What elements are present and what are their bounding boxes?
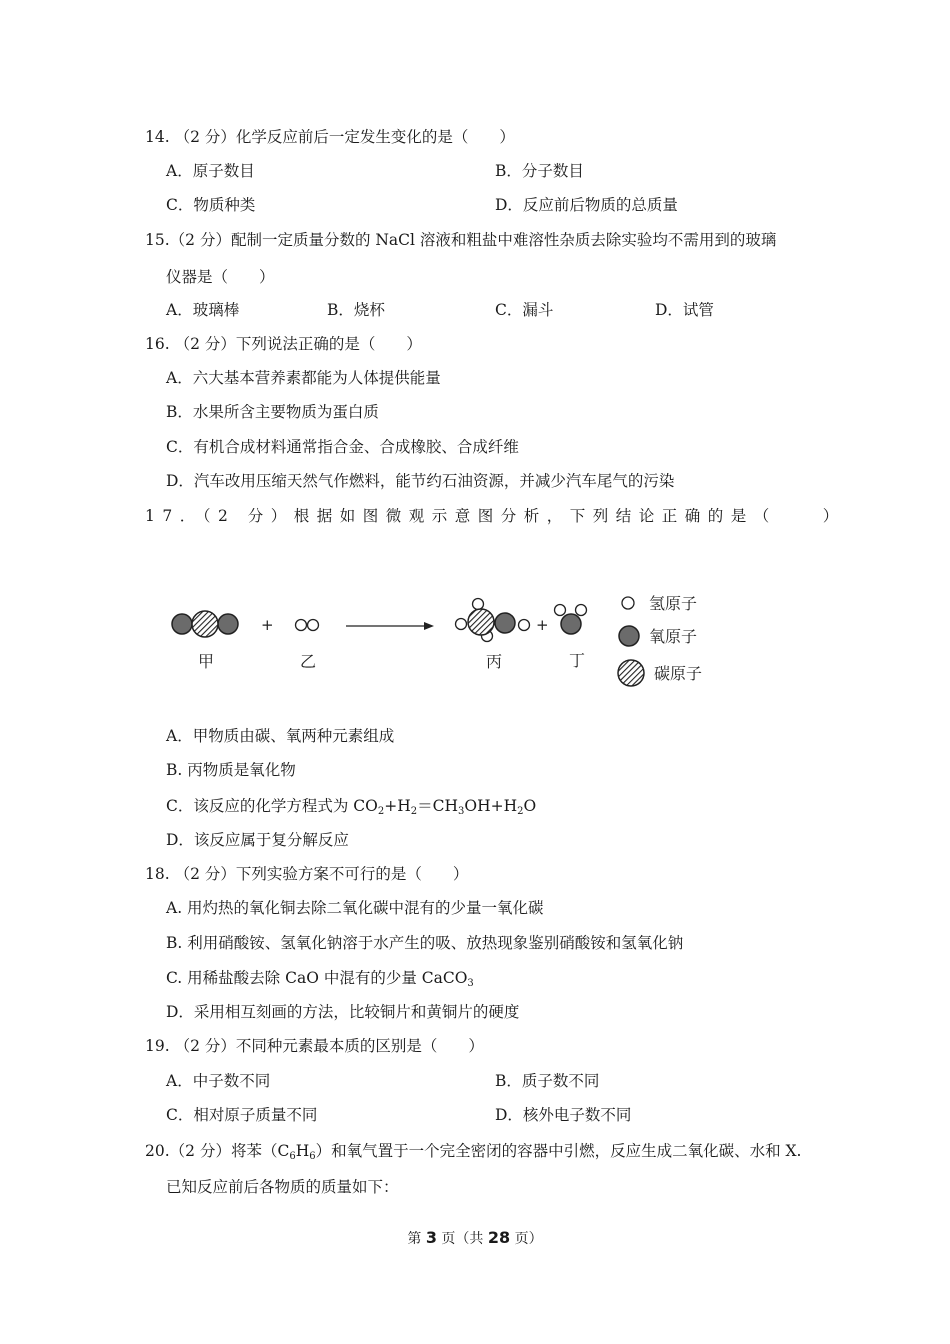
q17-c-sub: 2 <box>377 806 385 817</box>
q17-c-text: OH+H <box>464 797 518 815</box>
q20-text: H <box>295 1142 310 1160</box>
q17-option-c[interactable] <box>166 796 536 816</box>
q20-stem-line1 <box>145 1141 802 1161</box>
q20-stem-line2: 已知反应前后各物质的质量如下： <box>166 1178 399 1196</box>
q17-option-a[interactable]: A．甲物质由碳、氧两种元素组成 <box>166 727 395 745</box>
q17-c-sub: 2 <box>410 806 418 817</box>
molecule-bing <box>456 599 530 642</box>
plus-sign-2: + <box>536 616 549 634</box>
legend-hydrogen: 氢原子 <box>649 594 698 613</box>
q18-option-d[interactable]: D．采用相互刻画的方法，比较铜片和黄铜片的硬度 <box>166 1003 520 1021</box>
plus-sign-1: + <box>261 616 274 634</box>
q18-option-a[interactable]: A. 用灼热的氧化铜去除二氧化碳中混有的少量一氧化碳 <box>166 899 544 917</box>
molecule-jia <box>172 611 238 637</box>
oxygen-atom-icon <box>561 614 581 634</box>
q14-option-b[interactable]: B．分子数目 <box>495 162 584 180</box>
label-yi: 乙 <box>300 652 317 671</box>
q20-sub: 6 <box>309 1151 316 1162</box>
carbon-atom-icon <box>192 611 218 637</box>
oxygen-atom-icon <box>619 626 639 646</box>
q16-option-b[interactable]: B．水果所含主要物质为蛋白质 <box>166 403 379 421</box>
q17-option-d[interactable]: D．该反应属于复分解反应 <box>166 831 349 849</box>
q17-c-text: O <box>523 797 537 815</box>
legend <box>618 594 702 686</box>
hydrogen-atom-icon <box>473 599 484 610</box>
label-ding: 丁 <box>569 651 586 670</box>
legend-carbon: 碳原子 <box>654 664 703 683</box>
footer-total-pages: 28 <box>487 1228 511 1247</box>
q20-sub: 6 <box>289 1151 296 1162</box>
q17-option-b[interactable]: B. 丙物质是氧化物 <box>166 761 296 779</box>
hydrogen-atom-icon <box>576 605 587 616</box>
q17-c-sub: 2 <box>517 806 524 817</box>
q18-c-text: C. 用稀盐酸去除 CaO 中混有的少量 CaCO <box>166 969 468 987</box>
reaction-diagram <box>160 580 740 700</box>
q19-stem: 19. （2 分）不同种元素最本质的区别是（ ） <box>145 1037 484 1055</box>
oxygen-atom-icon <box>495 613 515 633</box>
oxygen-atom-icon <box>218 614 238 634</box>
footer-prefix: 第 <box>407 1231 426 1247</box>
oxygen-atom-icon <box>172 614 192 634</box>
q14-option-a[interactable]: A．原子数目 <box>166 162 255 180</box>
hydrogen-atom-icon <box>308 620 319 631</box>
footer-mid: 页（共 <box>436 1231 488 1247</box>
molecule-ding <box>555 605 587 635</box>
q15-option-b[interactable]: B．烧杯 <box>327 301 385 319</box>
q14-option-c[interactable]: C．物质种类 <box>166 196 256 214</box>
carbon-atom-icon <box>618 660 644 686</box>
q19-option-d[interactable]: D．核外电子数不同 <box>495 1106 632 1124</box>
q17-c-text: C．该反应的化学方程式为 CO <box>166 797 378 815</box>
q16-option-c[interactable]: C．有机合成材料通常指合金、合成橡胶、合成纤维 <box>166 438 519 456</box>
page-footer <box>0 1228 950 1248</box>
q17-stem: 17．（2 分）根据如图微观示意图分析，下列结论正确的是（ ） <box>145 507 846 525</box>
hydrogen-atom-icon <box>555 605 566 616</box>
q20-text: 20.（2 分）将苯（C <box>145 1142 290 1160</box>
q15-option-d[interactable]: D．试管 <box>655 301 714 319</box>
legend-oxygen: 氧原子 <box>649 627 698 646</box>
hydrogen-atom-icon <box>622 597 634 609</box>
q16-stem: 16. （2 分）下列说法正确的是（ ） <box>145 335 422 353</box>
q15-stem-line2: 仪器是（ ） <box>166 268 275 286</box>
q18-c-sub: 3 <box>467 978 474 989</box>
q18-option-c[interactable] <box>166 968 474 988</box>
q14-option-d[interactable]: D．反应前后物质的总质量 <box>495 196 678 214</box>
reaction-arrow <box>346 622 434 630</box>
q15-stem-line1: 15.（2 分）配制一定质量分数的 NaCl 溶液和粗盐中难溶性杂质去除实验均不需用到的玻璃 <box>145 231 777 249</box>
q17-c-text: +H <box>384 797 411 815</box>
q14-stem: 14. （2 分）化学反应前后一定发生变化的是（ ） <box>145 128 515 146</box>
q15-option-a[interactable]: A．玻璃棒 <box>166 301 240 319</box>
q16-option-a[interactable]: A．六大基本营养素都能为人体提供能量 <box>166 369 441 387</box>
q16-option-d[interactable]: D．汽车改用压缩天然气作燃料，能节约石油资源，并减少汽车尾气的污染 <box>166 472 675 490</box>
q20-text: ）和氧气置于一个完全密闭的容器中引燃，反应生成二氧化碳、水和 X. <box>315 1142 802 1160</box>
q19-option-b[interactable]: B．质子数不同 <box>495 1072 600 1090</box>
footer-page-number: 3 <box>425 1228 437 1247</box>
q18-option-b[interactable]: B. 利用硝酸铵、氢氧化钠溶于水产生的吸、放热现象鉴别硝酸铵和氢氧化钠 <box>166 934 684 952</box>
q19-option-c[interactable]: C．相对原子质量不同 <box>166 1106 318 1124</box>
label-jia: 甲 <box>198 652 215 671</box>
q19-option-a[interactable]: A．中子数不同 <box>166 1072 271 1090</box>
molecule-yi <box>296 620 319 631</box>
q18-stem: 18. （2 分）下列实验方案不可行的是（ ） <box>145 865 469 883</box>
q17-c-text: ＝CH <box>417 797 459 815</box>
hydrogen-atom-icon <box>519 620 530 631</box>
hydrogen-atom-icon <box>296 620 307 631</box>
label-bing: 丙 <box>486 652 503 671</box>
hydrogen-atom-icon <box>456 619 467 630</box>
q15-option-c[interactable]: C．漏斗 <box>495 301 554 319</box>
footer-suffix: 页） <box>510 1231 543 1247</box>
carbon-atom-icon <box>468 609 494 635</box>
q17-c-sub: 3 <box>458 806 465 817</box>
